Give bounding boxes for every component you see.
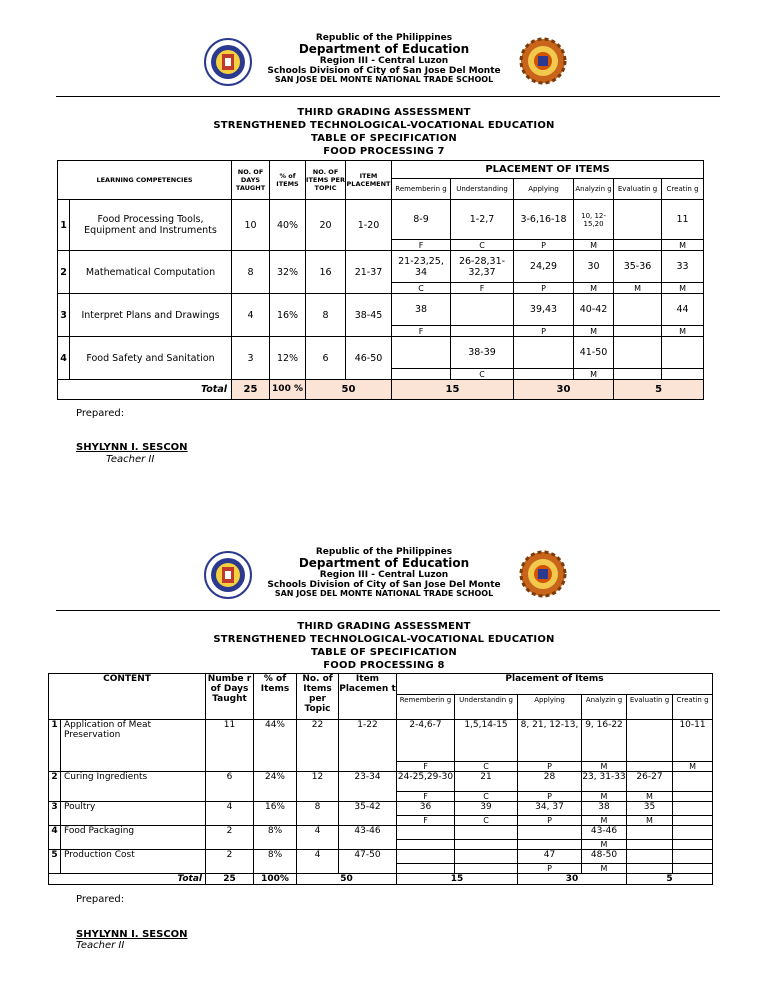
placement-cell: 38-45 xyxy=(346,294,392,337)
content-name: Curing Ingredients xyxy=(61,772,206,802)
level-code xyxy=(614,240,662,251)
placement-header: Item Placemen t xyxy=(339,674,397,720)
item-cell: 8, 21, 12-13, xyxy=(518,720,582,762)
items-cell: 8 xyxy=(306,294,346,337)
table-row xyxy=(49,802,713,816)
item-cell: 28 xyxy=(518,772,582,792)
item-cell: 8-9 xyxy=(392,200,451,240)
placement-cell: 35-42 xyxy=(339,802,397,826)
item-cell xyxy=(627,826,673,840)
level-code xyxy=(455,840,518,850)
item-cell: 21 xyxy=(455,772,518,792)
row-number: 3 xyxy=(58,294,70,337)
item-cell: 23, 31-33 xyxy=(582,772,627,792)
item-cell xyxy=(451,294,514,326)
item-cell: 44 xyxy=(662,294,704,326)
days-cell: 3 xyxy=(232,337,270,380)
level-code xyxy=(614,326,662,337)
level-code xyxy=(627,864,673,874)
sheet2-spec-table xyxy=(48,673,713,885)
placement-header: ITEM PLACEMENT xyxy=(346,161,392,200)
level-code: M xyxy=(673,762,713,772)
pct-cell: 16% xyxy=(254,802,297,826)
item-cell xyxy=(614,337,662,369)
level-code xyxy=(673,792,713,802)
level-code xyxy=(455,864,518,874)
level-header: Applying xyxy=(514,179,574,200)
placement-cell: 1-20 xyxy=(346,200,392,251)
table-row xyxy=(49,850,713,864)
item-cell xyxy=(673,826,713,840)
days-cell: 11 xyxy=(206,720,254,772)
level-code: P xyxy=(518,864,582,874)
item-cell: 47 xyxy=(518,850,582,864)
level-header: Evaluatin g xyxy=(614,179,662,200)
row-number: 1 xyxy=(58,200,70,251)
item-cell: 1,5,14-15 xyxy=(455,720,518,762)
sheet1-spec-table xyxy=(57,160,704,400)
item-cell xyxy=(614,294,662,326)
level-code: P xyxy=(518,816,582,826)
item-cell xyxy=(455,826,518,840)
item-cell: 10, 12-15,20 xyxy=(574,200,614,240)
level-header: Creatin g xyxy=(662,179,704,200)
division-line: Schools Division of City of San Jose Del Monte xyxy=(267,580,501,590)
days-cell: 4 xyxy=(206,802,254,826)
items-header: NO. OF ITEMS PER TOPIC xyxy=(306,161,346,200)
pct-cell: 40% xyxy=(270,200,306,251)
school-line: SAN JOSE DEL MONTE NATIONAL TRADE SCHOOL xyxy=(274,75,494,84)
level-code: M xyxy=(662,240,704,251)
level-code: M xyxy=(574,240,614,251)
item-cell: 38 xyxy=(582,802,627,816)
days-cell: 8 xyxy=(232,251,270,294)
item-cell: 34, 37 xyxy=(518,802,582,816)
items-cell: 8 xyxy=(297,802,339,826)
table-row xyxy=(49,772,713,792)
level-code xyxy=(627,840,673,850)
total-c: 5 xyxy=(627,874,713,885)
total-items: 50 xyxy=(297,874,397,885)
item-cell: 48-50 xyxy=(582,850,627,864)
level-code: C xyxy=(451,369,514,380)
total-c: 5 xyxy=(614,380,704,400)
item-cell: 38 xyxy=(392,294,451,326)
school-line: SAN JOSE DEL MONTE NATIONAL TRADE SCHOOL xyxy=(274,589,494,598)
item-cell xyxy=(397,826,455,840)
item-cell: 3-6,16-18 xyxy=(514,200,574,240)
item-cell: 2-4,6-7 xyxy=(397,720,455,762)
content-name: Poultry xyxy=(61,802,206,826)
item-cell: 39,43 xyxy=(514,294,574,326)
row-number: 4 xyxy=(58,337,70,380)
days-cell: 6 xyxy=(206,772,254,802)
item-cell: 38-39 xyxy=(451,337,514,369)
placement-cell: 1-22 xyxy=(339,720,397,772)
level-header: Evaluatin g xyxy=(627,695,673,720)
item-cell xyxy=(392,337,451,369)
level-code: F xyxy=(397,792,455,802)
days-cell: 2 xyxy=(206,850,254,874)
level-code: M xyxy=(582,840,627,850)
total-row xyxy=(58,380,704,400)
header-divider xyxy=(56,96,720,97)
item-cell xyxy=(627,850,673,864)
level-code: M xyxy=(582,864,627,874)
item-cell: 36 xyxy=(397,802,455,816)
table-row xyxy=(58,337,704,369)
level-code: M xyxy=(574,283,614,294)
sheet1-title-2: STRENGTHENED TECHNOLOGICAL-VOCATIONAL EDUCATION xyxy=(213,120,555,131)
item-cell: 9, 16-22 xyxy=(582,720,627,762)
item-cell xyxy=(673,772,713,792)
level-code xyxy=(662,369,704,380)
competency-name: Mathematical Computation xyxy=(70,251,232,294)
pct-cell: 12% xyxy=(270,337,306,380)
competency-name: Food Processing Tools, Equipment and Instruments xyxy=(70,200,232,251)
table-row xyxy=(58,251,704,283)
total-b: 30 xyxy=(514,380,614,400)
sheet1-prepared: Prepared: xyxy=(76,408,125,419)
item-cell xyxy=(662,337,704,369)
days-cell: 4 xyxy=(232,294,270,337)
content-header: CONTENT xyxy=(49,674,206,720)
header-divider xyxy=(56,610,720,611)
row-number: 4 xyxy=(49,826,61,850)
level-code: P xyxy=(518,762,582,772)
days-header: NO. OF DAYS TAUGHT xyxy=(232,161,270,200)
items-cell: 22 xyxy=(297,720,339,772)
row-number: 3 xyxy=(49,802,61,826)
item-cell: 24,29 xyxy=(514,251,574,283)
region-line: Region III - Central Luzon xyxy=(319,570,449,580)
total-days: 25 xyxy=(232,380,270,400)
item-cell xyxy=(627,720,673,762)
item-cell: 10-11 xyxy=(673,720,713,762)
sheet2-title-2: STRENGTHENED TECHNOLOGICAL-VOCATIONAL EDUCATION xyxy=(213,634,555,645)
placement-of-items-header: PLACEMENT OF ITEMS xyxy=(392,161,704,179)
pct-cell: 8% xyxy=(254,850,297,874)
item-cell xyxy=(518,826,582,840)
pct-cell: 44% xyxy=(254,720,297,772)
division-line: Schools Division of City of San Jose Del Monte xyxy=(267,66,501,76)
level-code xyxy=(627,762,673,772)
level-code xyxy=(514,369,574,380)
items-cell: 4 xyxy=(297,826,339,850)
item-cell: 39 xyxy=(455,802,518,816)
level-code: M xyxy=(662,326,704,337)
item-cell: 1-2,7 xyxy=(451,200,514,240)
item-cell: 21-23,25, 34 xyxy=(392,251,451,283)
items-cell: 16 xyxy=(306,251,346,294)
level-code: F xyxy=(392,240,451,251)
total-days: 25 xyxy=(206,874,254,885)
placement-cell: 23-34 xyxy=(339,772,397,802)
level-code: M xyxy=(627,816,673,826)
item-cell: 35-36 xyxy=(614,251,662,283)
total-a: 15 xyxy=(392,380,514,400)
sheet2-prepared: Prepared: xyxy=(76,894,125,905)
level-code: M xyxy=(574,369,614,380)
item-cell: 24-25,29-30 xyxy=(397,772,455,792)
department-line: Department of Education xyxy=(298,556,470,570)
level-code: C xyxy=(455,792,518,802)
item-cell xyxy=(673,802,713,816)
level-code xyxy=(397,864,455,874)
pct-cell: 32% xyxy=(270,251,306,294)
total-row xyxy=(49,874,713,885)
republic-line: Republic of the Philippines xyxy=(315,547,453,557)
level-code: P xyxy=(518,792,582,802)
table-row xyxy=(58,200,704,240)
item-cell: 30 xyxy=(574,251,614,283)
level-code xyxy=(397,840,455,850)
level-code xyxy=(451,326,514,337)
item-cell: 26-27 xyxy=(627,772,673,792)
level-code: F xyxy=(392,326,451,337)
row-number: 2 xyxy=(49,772,61,802)
table-row xyxy=(49,826,713,840)
total-b: 30 xyxy=(518,874,627,885)
items-header: No. of Items per Topic xyxy=(297,674,339,720)
level-code: C xyxy=(455,762,518,772)
level-header: Understandin g xyxy=(455,695,518,720)
sheet1-role: Teacher II xyxy=(106,454,155,465)
level-code xyxy=(518,840,582,850)
level-code: C xyxy=(451,240,514,251)
level-code xyxy=(614,369,662,380)
level-code: M xyxy=(574,326,614,337)
item-cell: 33 xyxy=(662,251,704,283)
total-items: 50 xyxy=(306,380,392,400)
level-header: Rememberin g xyxy=(397,695,455,720)
days-cell: 2 xyxy=(206,826,254,850)
sheet2-title-3: TABLE OF SPECIFICATION xyxy=(311,647,457,658)
sheet2-role: Teacher II xyxy=(76,940,125,951)
items-cell: 12 xyxy=(297,772,339,802)
items-cell: 6 xyxy=(306,337,346,380)
level-code: C xyxy=(455,816,518,826)
level-header: Rememberin g xyxy=(392,179,451,200)
items-cell: 4 xyxy=(297,850,339,874)
sheet1-title-1: THIRD GRADING ASSESSMENT xyxy=(297,107,471,118)
item-cell: 40-42 xyxy=(574,294,614,326)
sheet2-title-1: THIRD GRADING ASSESSMENT xyxy=(297,621,471,632)
level-header: Creatin g xyxy=(673,695,713,720)
content-name: Production Cost xyxy=(61,850,206,874)
placement-cell: 47-50 xyxy=(339,850,397,874)
sheet1-title-3: TABLE OF SPECIFICATION xyxy=(311,133,457,144)
content-name: Food Packaging xyxy=(61,826,206,850)
item-cell xyxy=(614,200,662,240)
level-code: P xyxy=(514,283,574,294)
level-code xyxy=(392,369,451,380)
items-cell: 20 xyxy=(306,200,346,251)
pct-cell: 16% xyxy=(270,294,306,337)
item-cell xyxy=(514,337,574,369)
total-pct: 100 % xyxy=(270,380,306,400)
item-cell: 43-46 xyxy=(582,826,627,840)
sheet1-signer: SHYLYNN I. SESCON xyxy=(76,442,188,453)
item-cell: 11 xyxy=(662,200,704,240)
pct-cell: 8% xyxy=(254,826,297,850)
item-cell xyxy=(397,850,455,864)
level-code: M xyxy=(582,816,627,826)
level-code: M xyxy=(582,792,627,802)
table-row xyxy=(49,720,713,762)
item-cell: 26-28,31-32,37 xyxy=(451,251,514,283)
department-line: Department of Education xyxy=(298,42,470,56)
item-cell xyxy=(673,850,713,864)
row-number: 5 xyxy=(49,850,61,874)
days-cell: 10 xyxy=(232,200,270,251)
level-code xyxy=(673,864,713,874)
days-header: Numbe r of Days Taught xyxy=(206,674,254,720)
total-label: Total xyxy=(49,874,206,885)
level-code: M xyxy=(627,792,673,802)
table-row xyxy=(58,294,704,326)
competency-name: Food Safety and Sanitation xyxy=(70,337,232,380)
item-cell: 41-50 xyxy=(574,337,614,369)
item-cell: 35 xyxy=(627,802,673,816)
total-label: Total xyxy=(58,380,232,400)
total-pct: 100% xyxy=(254,874,297,885)
pct-header: % of ITEMS xyxy=(270,161,306,200)
total-a: 15 xyxy=(397,874,518,885)
content-name: Application of Meat Preservation xyxy=(61,720,206,772)
row-number: 1 xyxy=(49,720,61,772)
sheet1-title-4: FOOD PROCESSING 7 xyxy=(323,146,445,157)
republic-line: Republic of the Philippines xyxy=(315,33,453,43)
level-code: P xyxy=(514,240,574,251)
competency-name: Interpret Plans and Drawings xyxy=(70,294,232,337)
competencies-header: LEARNING COMPETENCIES xyxy=(58,161,232,200)
level-code: F xyxy=(397,816,455,826)
level-header: Understanding xyxy=(451,179,514,200)
level-code xyxy=(673,840,713,850)
pct-cell: 24% xyxy=(254,772,297,802)
placement-cell: 21-37 xyxy=(346,251,392,294)
item-cell xyxy=(455,850,518,864)
level-code: C xyxy=(392,283,451,294)
level-header: Applying xyxy=(518,695,582,720)
level-code: F xyxy=(451,283,514,294)
placement-cell: 43-46 xyxy=(339,826,397,850)
level-code: M xyxy=(582,762,627,772)
region-line: Region III - Central Luzon xyxy=(319,56,449,66)
level-code xyxy=(673,816,713,826)
placement-of-items-header: Placement of Items xyxy=(397,674,713,695)
level-header: Analyzin g xyxy=(582,695,627,720)
level-code: F xyxy=(397,762,455,772)
level-header: Analyzin g xyxy=(574,179,614,200)
level-code: M xyxy=(662,283,704,294)
pct-header: % of Items xyxy=(254,674,297,720)
placement-cell: 46-50 xyxy=(346,337,392,380)
sheet2-signer: SHYLYNN I. SESCON xyxy=(76,929,188,940)
sheet2-title-4: FOOD PROCESSING 8 xyxy=(323,660,445,671)
level-code: P xyxy=(514,326,574,337)
level-code: M xyxy=(614,283,662,294)
row-number: 2 xyxy=(58,251,70,294)
